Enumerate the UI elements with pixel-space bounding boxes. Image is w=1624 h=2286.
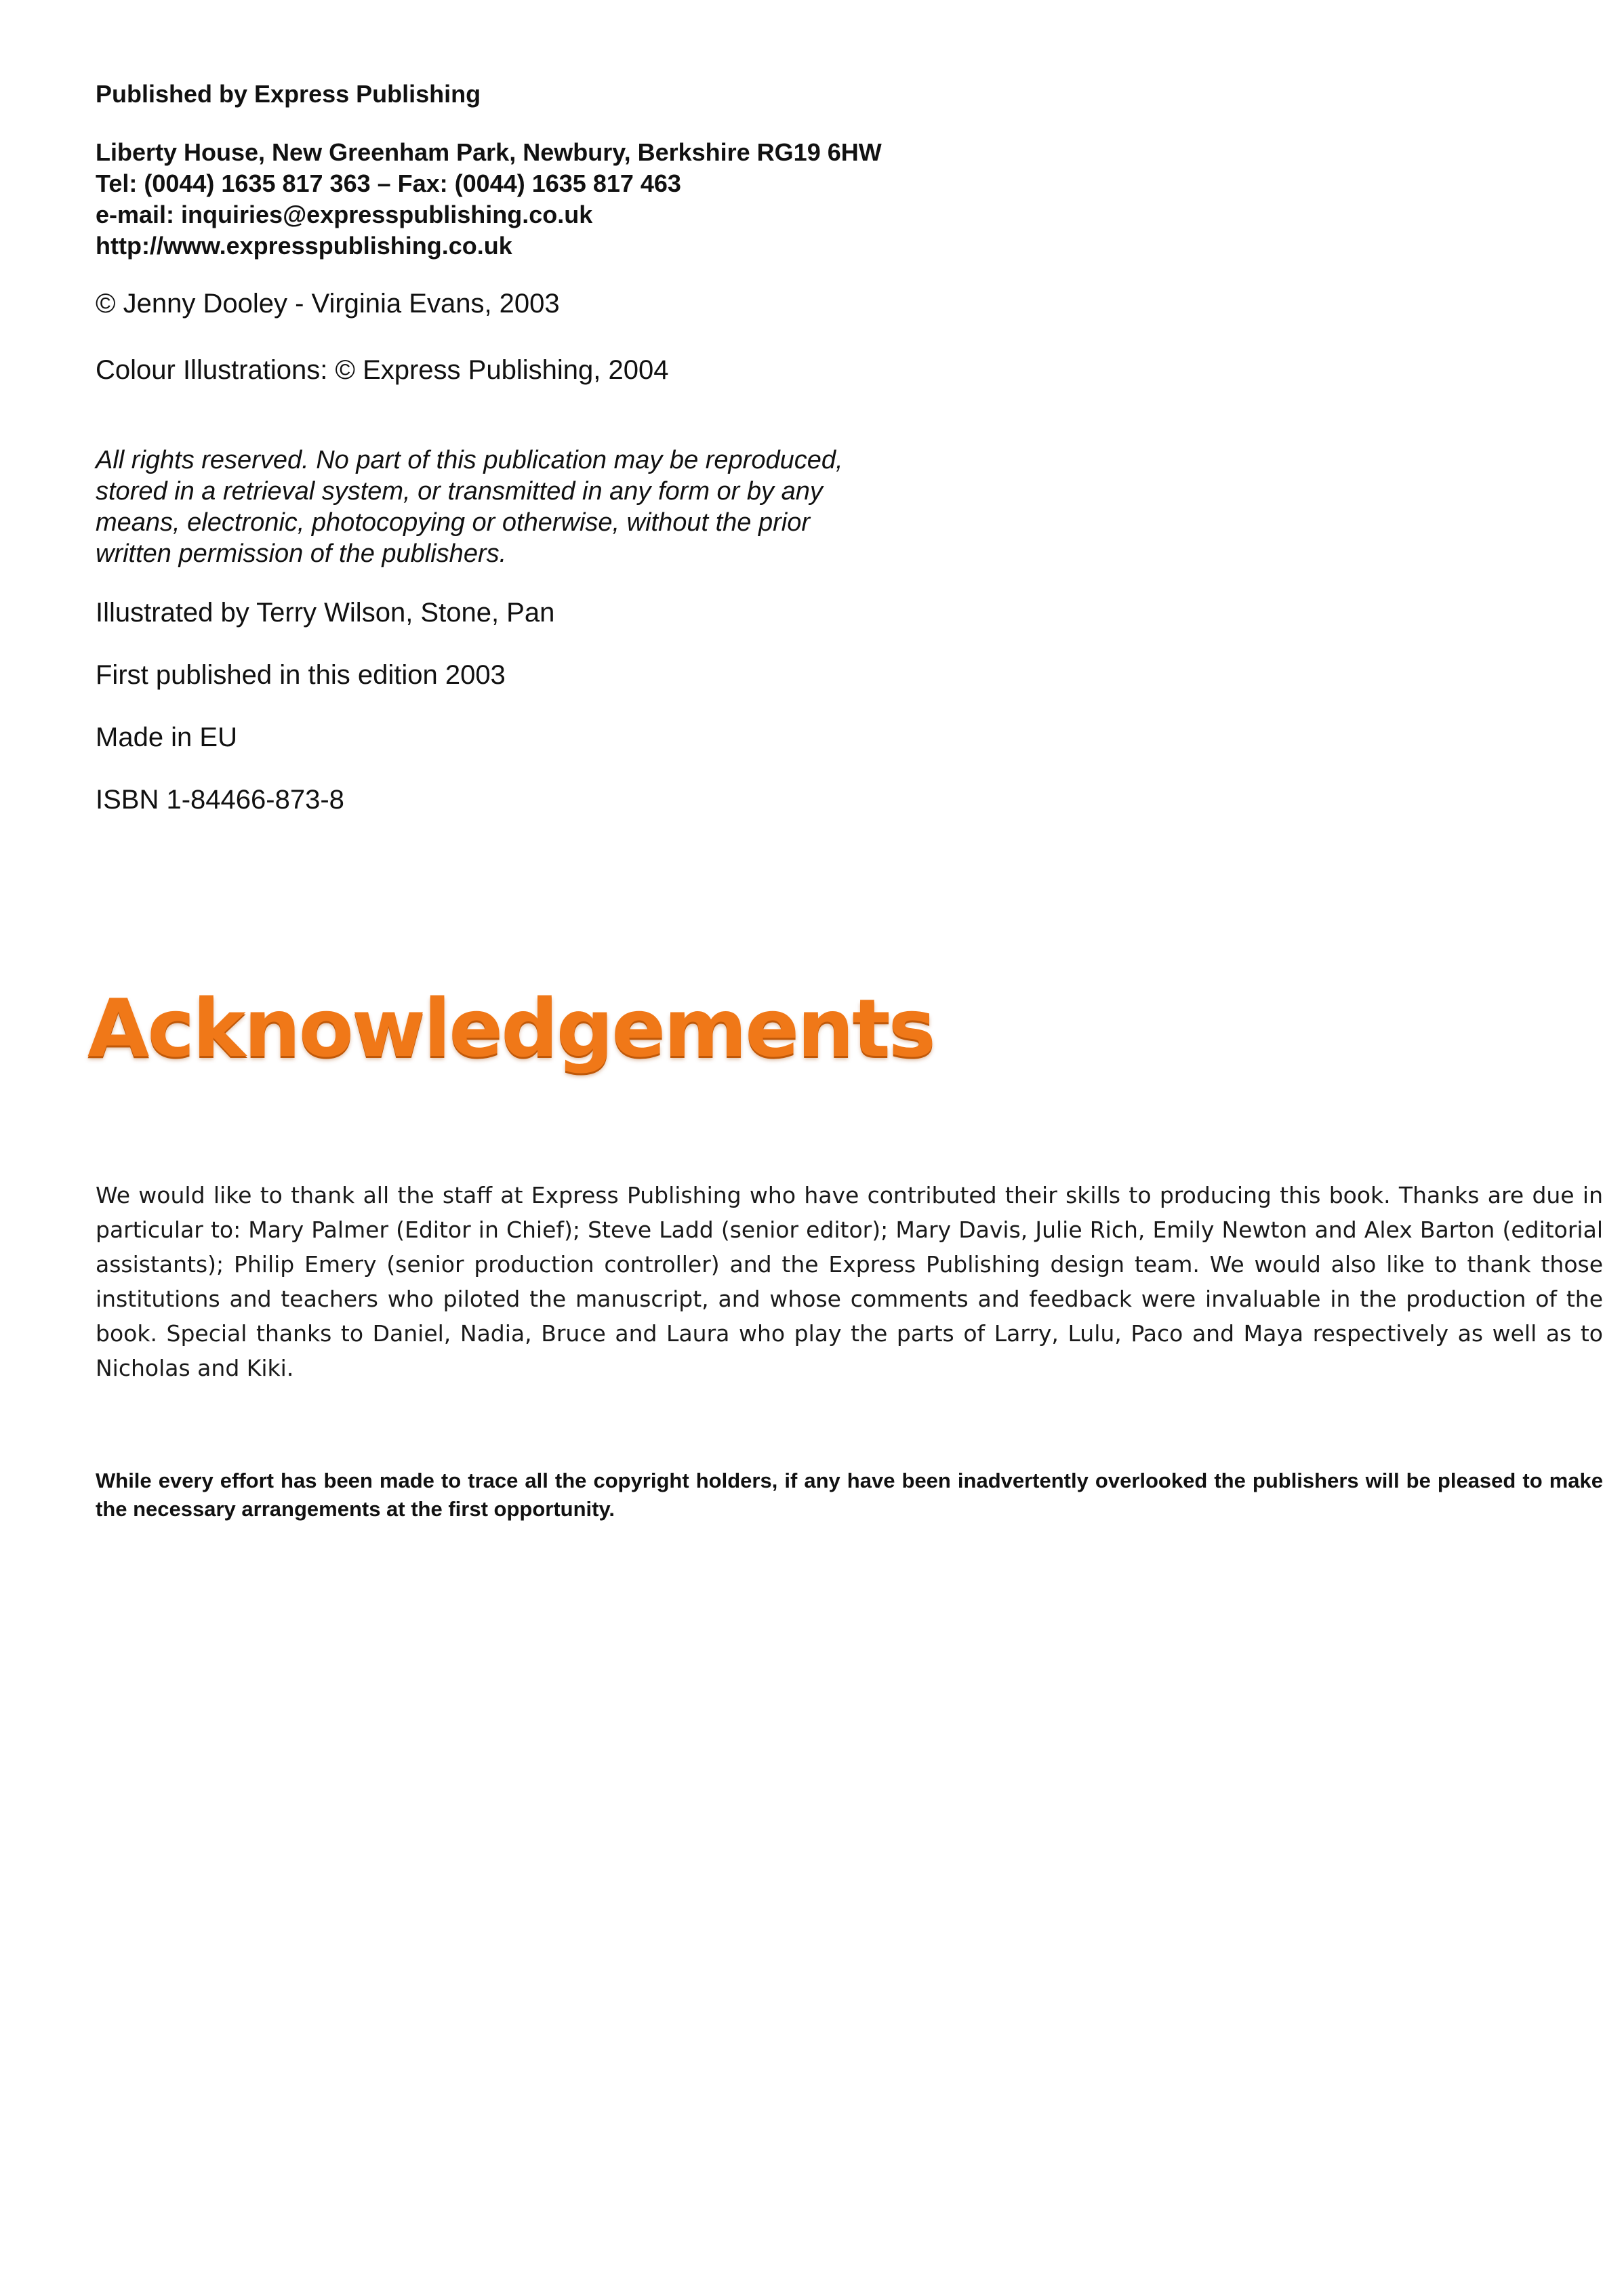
published-by: Published by Express Publishing <box>96 80 481 108</box>
acknowledgements-title: Acknowledgements <box>87 981 934 1075</box>
publisher-website: http://www.expresspublishing.co.uk <box>96 232 512 260</box>
rights-line: stored in a retrieval system, or transmitted in any form or by any <box>96 477 823 506</box>
publisher-block <box>96 79 1044 816</box>
publisher-address: Liberty House, New Greenham Park, Newbury, Berkshire RG19 6HW <box>96 138 882 166</box>
copyright-illustrations: Colour Illustrations: © Express Publishing, 2004 <box>96 355 669 385</box>
rights-line: written permission of the publishers. <box>96 539 507 568</box>
rights-reserved-notice <box>96 445 1044 569</box>
rights-line: All rights reserved. No part of this publication may be reproduced, <box>96 446 843 474</box>
rights-line: means, electronic, photocopying or otherwise, without the prior <box>96 508 810 537</box>
illustrated-by: Illustrated by Terry Wilson, Stone, Pan <box>96 598 555 628</box>
made-in: Made in EU <box>96 722 237 752</box>
copyright-disclaimer: While every effort has been made to trace all the copyright holders, if any have been inadvertently overlooked the publishers will be pleased to make the necessary arrangements at the first opportunity. <box>96 1469 1603 1521</box>
imprint-page <box>87 0 1603 2286</box>
publisher-email: e-mail: inquiries@expresspublishing.co.uk <box>96 201 593 228</box>
isbn: ISBN 1-84466-873-8 <box>96 785 344 815</box>
copyright-authors: © Jenny Dooley - Virginia Evans, 2003 <box>96 289 560 319</box>
acknowledgements-body: We would like to thank all the staff at Express Publishing who have contributed their skills to producing this book. Thanks are due in particular to: Mary Palmer (Editor in Chief); Steve Ladd (senior editor); Mary Davis, Julie Rich, Emily Newton and Alex Barton (editorial assistants); Philip Emery (senior production controller) and the Express Publishing design team. We would also like to thank those institutions and teachers who piloted the manuscript, and whose comments and feedback were invaluable in the production of the book. Special thanks to Daniel, Nadia, Bruce and Laura who play the parts of Larry, Lulu, Paco and Maya respectively as well as to Nicholas and Kiki. <box>96 1182 1603 1381</box>
publisher-tel-fax: Tel: (0044) 1635 817 363 – Fax: (0044) 1635 817 463 <box>96 169 681 197</box>
first-published: First published in this edition 2003 <box>96 660 506 690</box>
